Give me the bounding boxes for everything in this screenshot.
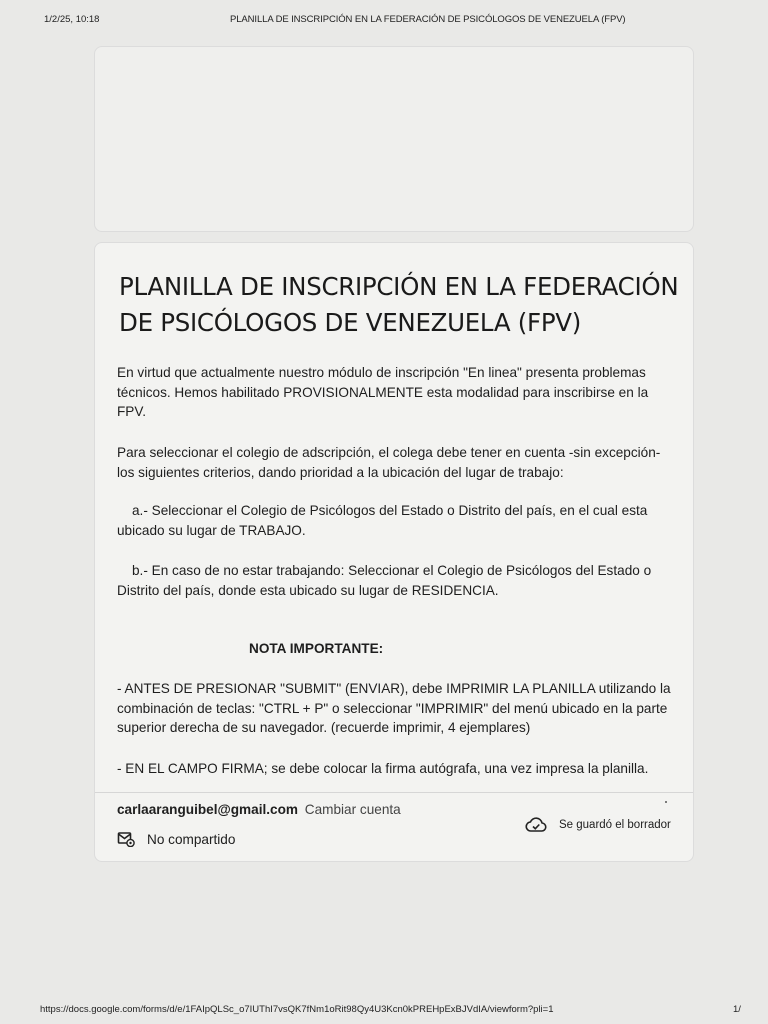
account-line [117, 802, 401, 817]
switch-account-link[interactable]: Cambiar cuenta [304, 802, 401, 817]
mail-lock-icon [117, 831, 135, 847]
print-url: https://docs.google.com/forms/d/e/1FAIpQLSc_o7IUThI7vsQK7fNm1oRit98Qy4U3Kcn0kPREHpExBJVdIA/viewform?pli=1 [40, 1004, 554, 1015]
draft-saved-status [525, 817, 671, 833]
nota-signature-instructions: - EN EL CAMPO FIRMA; se debe colocar la firma autógrafa, una vez impresa la planilla. [117, 761, 649, 776]
decorative-dot [665, 801, 667, 803]
print-footer [0, 1004, 768, 1018]
intro-paragraph: En virtud que actualmente nuestro módulo de inscripción "En linea" presenta problemas técnicos. Hemos habilitado PROVISIONALMENTE esta modalidad para inscribirse en la FPV. [117, 365, 649, 419]
print-header [0, 14, 768, 30]
cloud-check-icon [525, 817, 547, 833]
print-date: 1/2/25, 10:18 [44, 14, 100, 25]
nota-heading: NOTA IMPORTANTE: [249, 641, 384, 656]
print-page-number: 1/ [733, 1004, 741, 1015]
form-title: PLANILLA DE INSCRIPCIÓN EN LA FEDERACIÓN DE PSICÓLOGOS DE VENEZUELA (FPV) [119, 272, 679, 337]
criterion-b: b.- En caso de no estar trabajando: Seleccionar el Colegio de Psicólogos del Estado o Distrito del país, donde esta ubicado su lugar de RESIDENCIA. [117, 563, 652, 598]
nota-print-instructions: - ANTES DE PRESIONAR "SUBMIT" (ENVIAR), debe IMPRIMIR LA PLANILLA utilizando la combinación de teclas: "CTRL + P" o seleccionar "IMPRIMIR" del menú ubicado en la parte superior derecha de su navegador. (recuerde imprimir, 4 ejemplares) [117, 681, 671, 735]
account-email: carlaaranguibel@gmail.com [117, 802, 298, 817]
criterion-a: a.- Seleccionar el Colegio de Psicólogos del Estado o Distrito del país, en el cual esta ubicado su lugar de TRABAJO. [117, 503, 648, 538]
divider [95, 792, 693, 793]
form-header-banner [94, 46, 694, 232]
form-description-card [94, 242, 694, 862]
saved-status-text: Se guardó el borrador [559, 819, 671, 831]
criteria-paragraph: Para seleccionar el colegio de adscripción, el colega debe tener en cuenta -sin excepción- los siguientes criterios, dando prioridad a la ubicación del lugar de trabajo: [117, 445, 661, 480]
print-header-title: PLANILLA DE INSCRIPCIÓN EN LA FEDERACIÓN DE PSICÓLOGOS DE VENEZUELA (FPV) [230, 14, 626, 25]
share-status-text: No compartido [147, 831, 236, 847]
share-status-row [117, 831, 235, 847]
